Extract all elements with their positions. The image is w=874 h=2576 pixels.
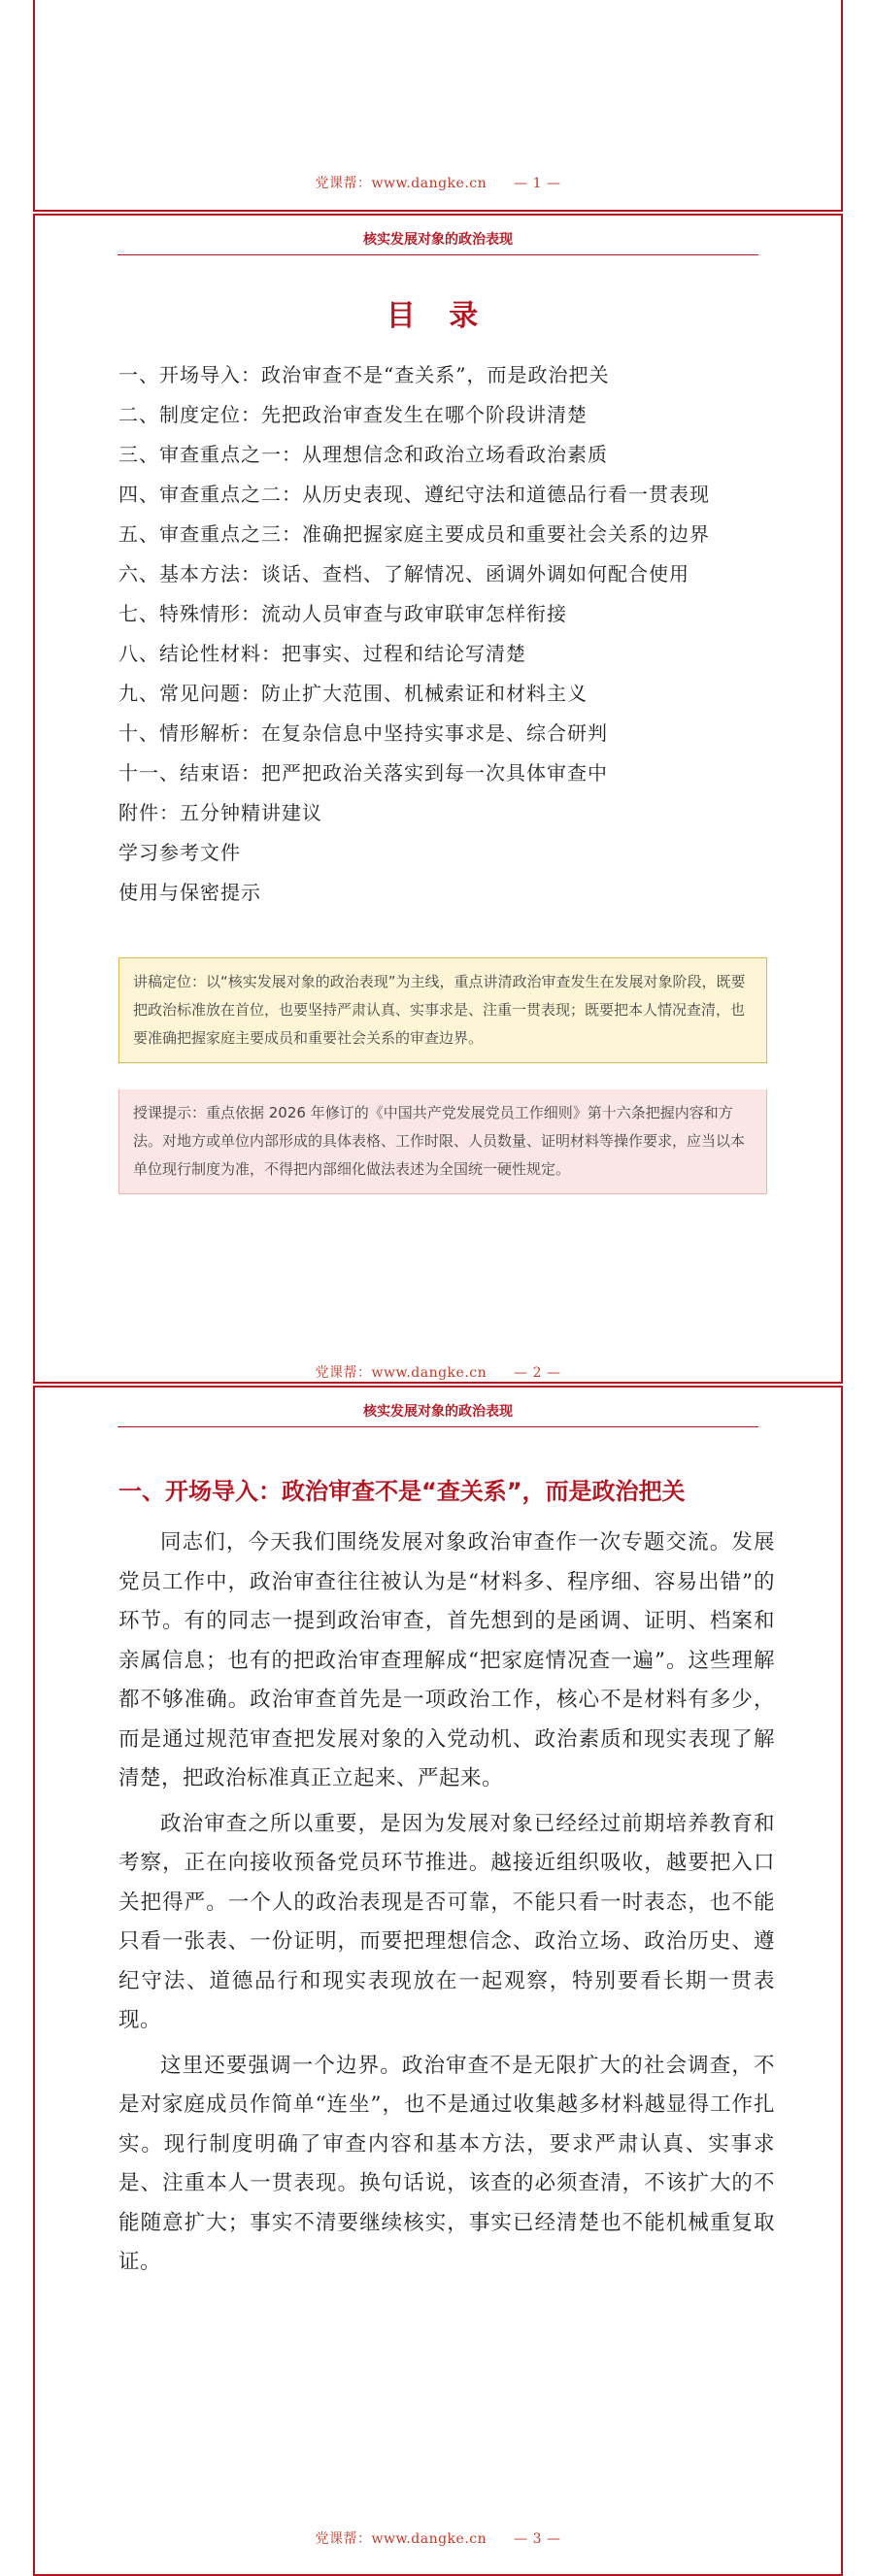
toc-item: 四、审查重点之二：从历史表现、遵纪守法和道德品行看一贯表现: [118, 483, 710, 506]
toc-item: 使用与保密提示: [118, 881, 261, 904]
section-body: [118, 1523, 775, 2289]
page-footer: [35, 1362, 841, 1382]
page-footer: [35, 2528, 841, 2548]
footer-site: 党课帮：www.dangke.cn: [315, 1365, 487, 1381]
page-1: [33, 0, 843, 212]
page-footer: [35, 173, 841, 192]
page-2: [33, 214, 843, 1384]
positioning-note: 讲稿定位：以“核实发展对象的政治表现”为主线，重点讲清政治审查发生在发展对象阶段，既要把政治标准放在首位，也要坚持严肃认真、实事求是、注重一贯表现；既要把本人情况查清，也要准确把握家庭主要成员和重要社会关系的审查边界。: [118, 957, 767, 1063]
toc-item: 附件：五分钟精讲建议: [118, 801, 322, 824]
page-3: [33, 1386, 843, 2576]
toc-item: 六、基本方法：谈话、查档、了解情况、函调外调如何配合使用: [118, 562, 689, 585]
toc-item: 学习参考文件: [118, 841, 241, 864]
body-paragraph: 这里还要强调一个边界。政治审查不是无限扩大的社会调查，不是对家庭成员作简单“连坐”，也不是通过收集越多材料越显得工作扎实。现行制度明确了审查内容和基本方法，要求严肃认真、实事求是、注重本人一贯表现。换句话说，该查的必须查清，不该扩大的不能随意扩大；事实不清要继续核实，事实已经清楚也不能机械重复取证。: [118, 2053, 775, 2274]
toc-item: 十、情形解析：在复杂信息中坚持实事求是、综合研判: [118, 721, 608, 745]
section-heading: 一、开场导入：政治审查不是“查关系”，而是政治把关: [118, 1478, 686, 1505]
toc-item: 三、审查重点之一：从理想信念和政治立场看政治素质: [118, 443, 608, 466]
page-number: — 1 —: [514, 176, 561, 191]
toc-title: 目 录: [386, 299, 490, 333]
toc-list: [118, 355, 783, 913]
toc-item: 二、制度定位：先把政治审查发生在哪个阶段讲清楚: [118, 403, 588, 426]
toc-item: 九、常见问题：防止扩大范围、机械索证和材料主义: [118, 682, 588, 705]
teaching-tips-note: 授课提示：重点依据 2026 年修订的《中国共产党发展党员工作细则》第十六条把握内容和方法。对地方或单位内部形成的具体表格、工作时限、人员数量、证明材料等操作要求，应当以本单位现行制度为准，不得把内部细化做法表述为全国统一硬性规定。: [118, 1089, 767, 1194]
running-header: 核实发展对象的政治表现: [118, 1401, 758, 1427]
toc-item: 一、开场导入：政治审查不是“查关系”，而是政治把关: [118, 363, 610, 386]
toc-item: 八、结论性材料：把事实、过程和结论写清楚: [118, 642, 526, 665]
footer-site: 党课帮：www.dangke.cn: [315, 176, 487, 191]
toc-item: 十一、结束语：把严把政治关落实到每一次具体审查中: [118, 761, 608, 785]
toc-item: 五、审查重点之三：准确把握家庭主要成员和重要社会关系的边界: [118, 522, 710, 546]
footer-site: 党课帮：www.dangke.cn: [315, 2531, 487, 2547]
running-header: 核实发展对象的政治表现: [118, 229, 758, 255]
body-paragraph: 政治审查之所以重要，是因为发展对象已经经过前期培养教育和考察，正在向接收预备党员环节推进。越接近组织吸收，越要把入口关把得严。一个人的政治表现是否可靠，不能只看一时表态，也不能只看一张表、一份证明，而要把理想信念、政治立场、政治历史、遵纪守法、道德品行和现实表现放在一起观察，特别要看长期一贯表现。: [118, 1811, 775, 2032]
body-paragraph: 同志们，今天我们围绕发展对象政治审查作一次专题交流。发展党员工作中，政治审查往往被认为是“材料多、程序细、容易出错”的环节。有的同志一提到政治审查，首先想到的是函调、证明、档案和亲属信息；也有的把政治审查理解成“把家庭情况查一遍”。这些理解都不够准确。政治审查首先是一项政治工作，核心不是材料有多少，而是通过规范审查把发展对象的入党动机、政治素质和现实表现了解清楚，把政治标准真正立起来、严起来。: [118, 1530, 775, 1790]
page-number: — 2 —: [514, 1365, 561, 1381]
toc-item: 七、特殊情形：流动人员审查与政审联审怎样衔接: [118, 602, 567, 625]
page-number: — 3 —: [514, 2531, 561, 2547]
